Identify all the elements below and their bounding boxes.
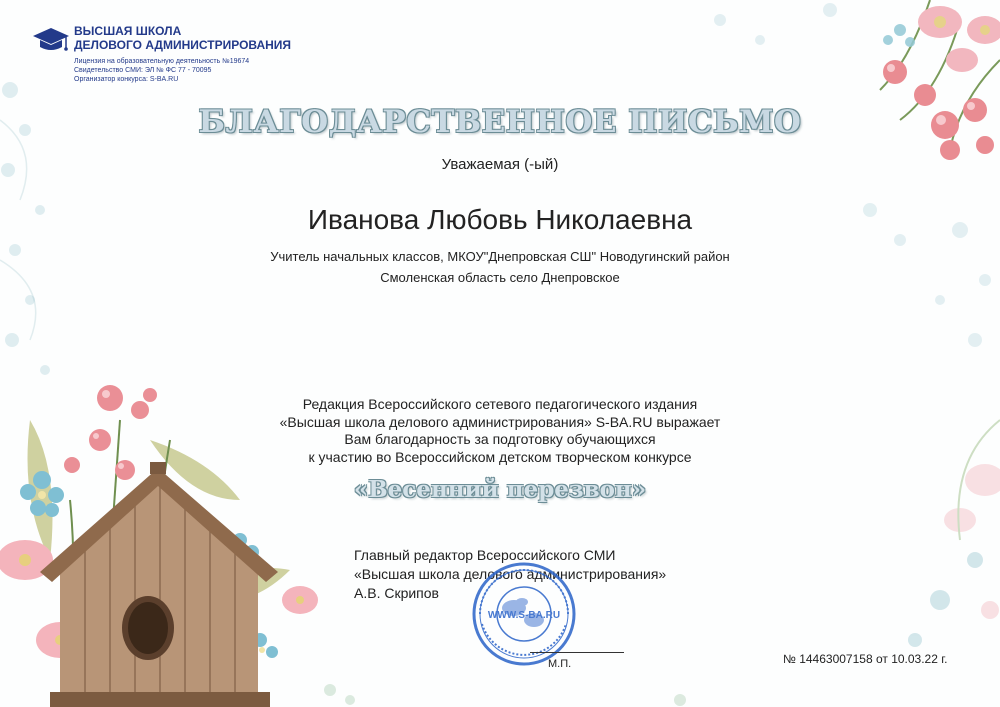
- graduation-cap-icon: [32, 26, 70, 54]
- logo-legal-info: [74, 57, 249, 84]
- contest-name: «Весенний перезвон»: [353, 476, 647, 503]
- editor-line-2: «Высшая школа делового администрирования»: [354, 566, 667, 582]
- body-line-3: Вам благодарность за подготовку обучающихся: [344, 431, 656, 447]
- logo-line-1: ВЫСШАЯ ШКОЛА: [74, 24, 182, 38]
- position-line-2: Смоленская область село Днепровское: [380, 270, 620, 285]
- editor-line-1: Главный редактор Всероссийского СМИ: [354, 547, 616, 563]
- seal-place-label: М.П.: [548, 658, 572, 670]
- body-line-1: Редакция Всероссийского сетевого педагогического издания: [302, 396, 698, 412]
- organizer-text: Организатор конкурса: S-BA.RU: [74, 76, 179, 83]
- editor-name: А.В. Скрипов: [354, 585, 439, 601]
- body-line-4: к участию во Всероссийском детском творческом конкурсе: [308, 448, 692, 465]
- organization-name: [74, 24, 291, 52]
- document-number: № 14463007158 от 10.03.22 г.: [783, 652, 948, 666]
- license-text: Лицензия на образовательную деятельность №19674: [74, 58, 250, 65]
- gratitude-text: [0, 396, 1000, 466]
- stamp-center-text: WWW.S-BA.RU: [487, 610, 561, 621]
- signature-line: [530, 652, 624, 653]
- document-title: БЛАГОДАРСТВЕННОЕ ПИСЬМО: [198, 104, 802, 140]
- greeting: Уважаемая (-ый): [441, 156, 559, 173]
- body-line-2: «Высшая школа делового администрирования» S-BA.RU выражает: [279, 413, 721, 430]
- logo-line-2: ДЕЛОВОГО АДМИНИСТРИРОВАНИЯ: [74, 38, 292, 52]
- recipient-position: [0, 246, 1000, 288]
- certificate-text: Свидетельство СМИ: ЭЛ № ФС 77 - 70095: [74, 67, 212, 74]
- position-line-1: Учитель начальных классов, МКОУ"Днепровская СШ" Новодугинский район: [270, 249, 730, 264]
- official-stamp: [458, 562, 598, 666]
- recipient-name: Иванова Любовь Николаевна: [307, 204, 693, 235]
